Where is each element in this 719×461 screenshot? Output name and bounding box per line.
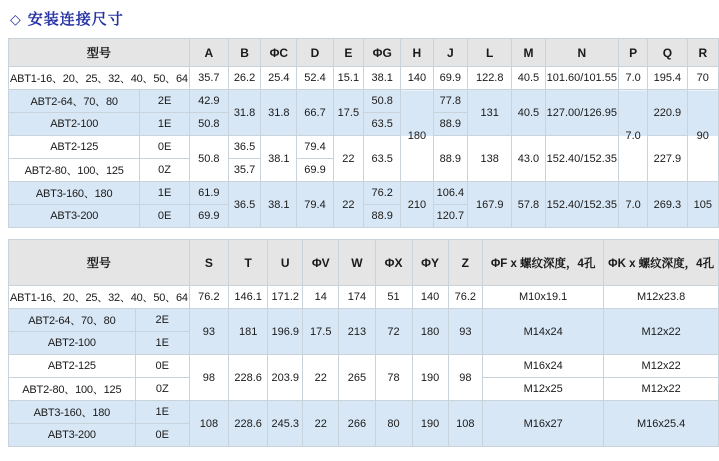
value-cell: 40.5 <box>512 67 545 90</box>
col-header-S: S <box>189 240 228 286</box>
col-header-phiK-thread: ΦK x 螺纹深度，4孔 <box>604 240 719 286</box>
model-cell: ABT3-160、180 <box>9 401 136 424</box>
code-cell: 0E <box>135 424 189 447</box>
code-cell: 0E <box>140 136 190 159</box>
code-cell: 2E <box>135 309 189 332</box>
value-cell: 22 <box>333 136 364 182</box>
value-cell: 36.5 <box>228 182 260 228</box>
value-cell: M12x22 <box>604 378 719 401</box>
value-cell: 31.8 <box>261 90 297 136</box>
table-row <box>9 355 719 378</box>
model-cell: ABT1-16、20、25、32、40、50、64 <box>9 286 190 309</box>
value-cell: 190 <box>412 401 448 447</box>
value-cell: M12x22 <box>604 355 719 378</box>
value-cell: 180 <box>412 309 448 355</box>
value-cell: 14 <box>303 286 339 309</box>
value-cell: 77.8 <box>433 90 468 113</box>
value-cell: 76.2 <box>364 182 401 205</box>
table-install-dimensions-2 <box>8 239 719 447</box>
value-cell: 63.5 <box>364 113 401 136</box>
value-cell: 146.1 <box>228 286 267 309</box>
col-header-L: L <box>468 39 512 67</box>
value-cell: 38.1 <box>261 136 297 182</box>
value-cell: 35.7 <box>228 159 260 182</box>
value-cell: 88.9 <box>433 113 468 136</box>
code-cell: 1E <box>140 182 190 205</box>
value-cell: 195.4 <box>648 67 687 90</box>
table-row <box>9 401 719 424</box>
section-title <box>0 0 719 29</box>
value-cell: 167.9 <box>468 182 512 228</box>
value-cell: 101.60/101.55 <box>545 67 618 90</box>
col-header-A: A <box>189 39 228 67</box>
value-cell: 7.0 <box>618 67 647 90</box>
value-cell: 72 <box>375 309 412 355</box>
value-cell: 15.1 <box>333 67 364 90</box>
value-cell: 38.1 <box>261 182 297 228</box>
header-row <box>9 240 719 286</box>
col-header-phiF-thread: ΦF x 螺纹深度，4孔 <box>483 240 604 286</box>
col-header-model: 型号 <box>9 240 190 286</box>
col-header-J: J <box>433 39 468 67</box>
value-cell: 50.8 <box>189 113 228 136</box>
col-header-phiG: ΦG <box>364 39 401 67</box>
value-cell: 213 <box>339 309 375 355</box>
value-cell: 35.7 <box>189 67 228 90</box>
value-cell: 196.9 <box>268 309 303 355</box>
value-cell: 50.8 <box>189 136 228 182</box>
col-header-phiV: ΦV <box>303 240 339 286</box>
value-cell: 138 <box>468 136 512 182</box>
value-cell: 180 <box>401 90 433 182</box>
value-cell: 63.5 <box>364 136 401 182</box>
code-cell: 0E <box>140 205 190 228</box>
col-header-H: H <box>401 39 433 67</box>
value-cell: 228.6 <box>228 401 267 447</box>
model-cell: ABT2-125 <box>9 136 140 159</box>
code-cell: 0Z <box>135 378 189 401</box>
value-cell: 36.5 <box>228 136 260 159</box>
table-row <box>9 67 719 90</box>
value-cell: 69.9 <box>297 159 333 182</box>
model-cell: ABT2-100 <box>9 332 136 355</box>
col-header-D: D <box>297 39 333 67</box>
model-cell: ABT2-100 <box>9 113 140 136</box>
code-cell: 0E <box>135 355 189 378</box>
code-cell: 1E <box>140 113 190 136</box>
col-header-phiX: ΦX <box>375 240 412 286</box>
table-install-dimensions-1 <box>8 38 719 228</box>
col-header-Q: Q <box>648 39 687 67</box>
value-cell: 152.40/152.35 <box>545 182 618 228</box>
col-header-W: W <box>339 240 375 286</box>
table-row <box>9 309 719 332</box>
value-cell: 22 <box>303 355 339 401</box>
value-cell: 127.00/126.95 <box>545 90 618 136</box>
value-cell: 106.4 <box>433 182 468 205</box>
value-cell: 140 <box>401 67 433 90</box>
col-header-P: P <box>618 39 647 67</box>
value-cell: M16x25.4 <box>604 401 719 447</box>
col-header-N: N <box>545 39 618 67</box>
value-cell: 17.5 <box>303 309 339 355</box>
value-cell: 88.9 <box>433 136 468 182</box>
value-cell: 108 <box>448 401 482 447</box>
value-cell: 152.40/152.35 <box>545 136 618 182</box>
model-cell: ABT2-64、70、80 <box>9 90 140 113</box>
section-title-text: 安装连接尺寸 <box>27 11 124 28</box>
value-cell: 79.4 <box>297 136 333 159</box>
value-cell: 220.9 <box>648 90 687 136</box>
value-cell: M12x25 <box>483 378 604 401</box>
value-cell: 181 <box>228 309 267 355</box>
value-cell: M12x22 <box>604 309 719 355</box>
value-cell: 265 <box>339 355 375 401</box>
value-cell: 190 <box>412 355 448 401</box>
value-cell: 105 <box>687 182 718 228</box>
value-cell: 25.4 <box>261 67 297 90</box>
value-cell: 22 <box>333 182 364 228</box>
value-cell: 40.5 <box>512 90 545 136</box>
code-cell: 0Z <box>140 159 190 182</box>
value-cell: 7.0 <box>618 90 647 182</box>
col-header-model: 型号 <box>9 39 190 67</box>
value-cell: 50.8 <box>364 90 401 113</box>
model-cell: ABT3-200 <box>9 205 140 228</box>
value-cell: 203.9 <box>268 355 303 401</box>
value-cell: 61.9 <box>189 182 228 205</box>
value-cell: 122.8 <box>468 67 512 90</box>
value-cell: M10x19.1 <box>483 286 604 309</box>
value-cell: 42.9 <box>189 90 228 113</box>
value-cell: 22 <box>303 401 339 447</box>
code-cell: 1E <box>135 401 189 424</box>
value-cell: M14x24 <box>483 309 604 355</box>
col-header-B: B <box>228 39 260 67</box>
value-cell: 269.3 <box>648 182 687 228</box>
col-header-Z: Z <box>448 240 482 286</box>
table-row <box>9 286 719 309</box>
value-cell: M16x27 <box>483 401 604 447</box>
model-cell: ABT2-64、70、80 <box>9 309 136 332</box>
value-cell: 76.2 <box>448 286 482 309</box>
value-cell: 174 <box>339 286 375 309</box>
value-cell: 78 <box>375 355 412 401</box>
value-cell: 79.4 <box>297 182 333 228</box>
value-cell: 69.9 <box>433 67 468 90</box>
value-cell: M16x24 <box>483 355 604 378</box>
value-cell: 171.2 <box>268 286 303 309</box>
value-cell: 227.9 <box>648 136 687 182</box>
model-cell: ABT1-16、20、25、32、40、50、64 <box>9 67 190 90</box>
table-row <box>9 136 719 159</box>
value-cell: 66.7 <box>297 90 333 136</box>
value-cell: 57.8 <box>512 182 545 228</box>
value-cell: 93 <box>448 309 482 355</box>
table-row <box>9 182 719 205</box>
model-cell: ABT2-125 <box>9 355 136 378</box>
value-cell: 17.5 <box>333 90 364 136</box>
col-header-M: M <box>512 39 545 67</box>
value-cell: 98 <box>189 355 228 401</box>
model-cell: ABT3-200 <box>9 424 136 447</box>
col-header-T: T <box>228 240 267 286</box>
value-cell: 52.4 <box>297 67 333 90</box>
value-cell: 80 <box>375 401 412 447</box>
value-cell: 120.7 <box>433 205 468 228</box>
header-row <box>9 39 719 67</box>
col-header-phiC: ΦC <box>261 39 297 67</box>
col-header-E: E <box>333 39 364 67</box>
model-cell: ABT3-160、180 <box>9 182 140 205</box>
value-cell: 31.8 <box>228 90 260 136</box>
value-cell: 51 <box>375 286 412 309</box>
value-cell: 210 <box>401 182 433 228</box>
col-header-R: R <box>687 39 718 67</box>
value-cell: 88.9 <box>364 205 401 228</box>
col-header-U: U <box>268 240 303 286</box>
value-cell: 131 <box>468 90 512 136</box>
code-cell: 2E <box>140 90 190 113</box>
value-cell: 245.3 <box>268 401 303 447</box>
value-cell: 108 <box>189 401 228 447</box>
model-cell: ABT2-80、100、125 <box>9 159 140 182</box>
value-cell: 90 <box>687 90 718 182</box>
col-header-phiY: ΦY <box>412 240 448 286</box>
diamond-icon: ◇ <box>10 11 22 27</box>
value-cell: 26.2 <box>228 67 260 90</box>
value-cell: 38.1 <box>364 67 401 90</box>
value-cell: 93 <box>189 309 228 355</box>
value-cell: 69.9 <box>189 205 228 228</box>
value-cell: 70 <box>687 67 718 90</box>
value-cell: 76.2 <box>189 286 228 309</box>
code-cell: 1E <box>135 332 189 355</box>
model-cell: ABT2-80、100、125 <box>9 378 136 401</box>
value-cell: 98 <box>448 355 482 401</box>
table-row <box>9 90 719 113</box>
value-cell: 266 <box>339 401 375 447</box>
value-cell: 228.6 <box>228 355 267 401</box>
value-cell: 7.0 <box>618 182 647 228</box>
value-cell: M12x23.8 <box>604 286 719 309</box>
value-cell: 140 <box>412 286 448 309</box>
value-cell: 43.0 <box>512 136 545 182</box>
